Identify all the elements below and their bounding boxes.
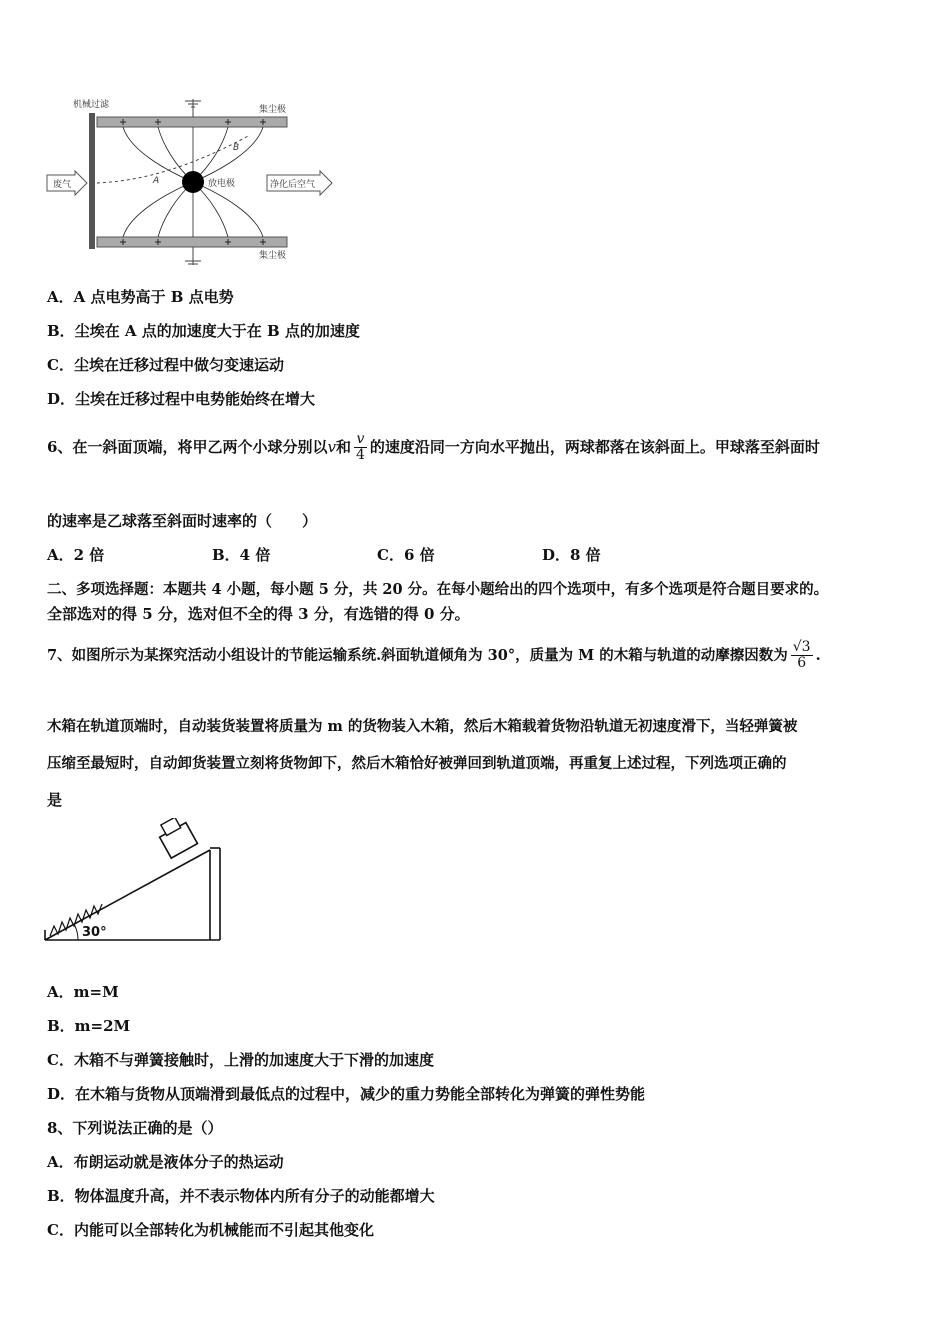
q8-option-c: C．内能可以全部转化为机械能而不引起其他变化 — [47, 1221, 374, 1239]
q6-frac-den: 4 — [355, 447, 365, 464]
waste-gas-label: 废气 — [53, 180, 72, 190]
filter-label: 机械过滤 — [73, 100, 110, 110]
q6-text-part1: 6、在一斜面顶端，将甲乙两个小球分别以 — [47, 437, 328, 456]
q6-option-a: A．2 倍 — [47, 546, 105, 564]
section2-line1: 二、多项选择题：本题共 4 小题，每小题 5 分，共 20 分。在每小题给出的四个选项中，有多个选项是符合题目要求的。 — [47, 581, 829, 598]
q7-option-a: A．m=M — [47, 983, 119, 1001]
q8-stem: 8、下列说法正确的是（） — [47, 1119, 223, 1137]
q5-option-a: A．A 点电势高于 B 点电势 — [47, 288, 234, 306]
angle-label: 30° — [82, 925, 107, 940]
point-b-label: B — [233, 143, 240, 153]
incline-figure — [40, 818, 230, 948]
q8-option-a: A．布朗运动就是液体分子的热运动 — [47, 1153, 284, 1171]
q6-text-part3: 的速度沿同一方向水平抛出，两球都落在该斜面上。甲球落至斜面时 — [369, 437, 820, 456]
q6-options — [47, 544, 907, 564]
section2-line2: 全部选对的得 5 分，选对但不全的得 3 分，有选错的得 0 分。 — [47, 605, 470, 623]
q7-option-d: D．在木箱与货物从顶端滑到最低点的过程中，减少的重力势能全部转化为弹簧的弹性势能 — [47, 1085, 646, 1103]
q7-frac-den: 6 — [797, 655, 807, 672]
q6-text-part2: 和 — [335, 437, 351, 456]
q6-option-b: B．4 倍 — [212, 546, 271, 564]
q7-stem-line3: 压缩至最短时，自动卸货装置立刻将货物卸下，然后木箱恰好被弹回到轨道顶端，再重复上述过程，下列选项正确的 — [47, 755, 787, 772]
q7-frac-num: √3 — [792, 639, 811, 655]
q6-stem-line1 — [47, 432, 820, 464]
q7-stem-line4: 是 — [47, 791, 63, 809]
q7-text-line1-end: . — [815, 646, 821, 664]
q6-option-d: D．8 倍 — [542, 546, 601, 564]
q7-text-line1: 7、如图所示为某探究活动小组设计的节能运输系统.斜面轨道倾角为 30°，质量为 M 的木箱与轨道的动摩擦因数为 — [47, 646, 788, 664]
q6-v: v — [327, 437, 336, 456]
q6-option-c: C．6 倍 — [377, 546, 435, 564]
point-a-label: A — [153, 176, 160, 186]
q8-option-b: B．物体温度升高，并不表示物体内所有分子的动能都增大 — [47, 1187, 435, 1205]
q7-fraction — [791, 640, 813, 672]
q6-stem-line2: 的速率是乙球落至斜面时速率的（ ） — [47, 512, 318, 530]
q7-option-b: B．m=2M — [47, 1017, 131, 1035]
q5-option-c: C．尘埃在迁移过程中做匀变速运动 — [47, 356, 284, 374]
collector-top-label: 集尘极 — [259, 105, 287, 115]
precipitator-figure — [45, 95, 345, 270]
clean-air-label: 净化后空气 — [270, 180, 316, 190]
q6-fraction — [354, 432, 367, 464]
q5-option-d: D．尘埃在迁移过程中电势能始终在增大 — [47, 390, 316, 408]
q6-frac-num: v — [354, 432, 367, 448]
electrode-label: 放电极 — [208, 179, 236, 189]
q7-option-c: C．木箱不与弹簧接触时，上滑的加速度大于下滑的加速度 — [47, 1051, 434, 1069]
q5-option-b: B．尘埃在 A 点的加速度大于在 B 点的加速度 — [47, 322, 360, 340]
collector-bottom-label: 集尘极 — [259, 251, 287, 261]
q7-stem-line1 — [47, 640, 821, 672]
q7-stem-line2: 木箱在轨道顶端时，自动装货装置将质量为 m 的货物装入木箱，然后木箱载着货物沿轨道无初速度滑下，当轻弹簧被 — [47, 718, 798, 735]
